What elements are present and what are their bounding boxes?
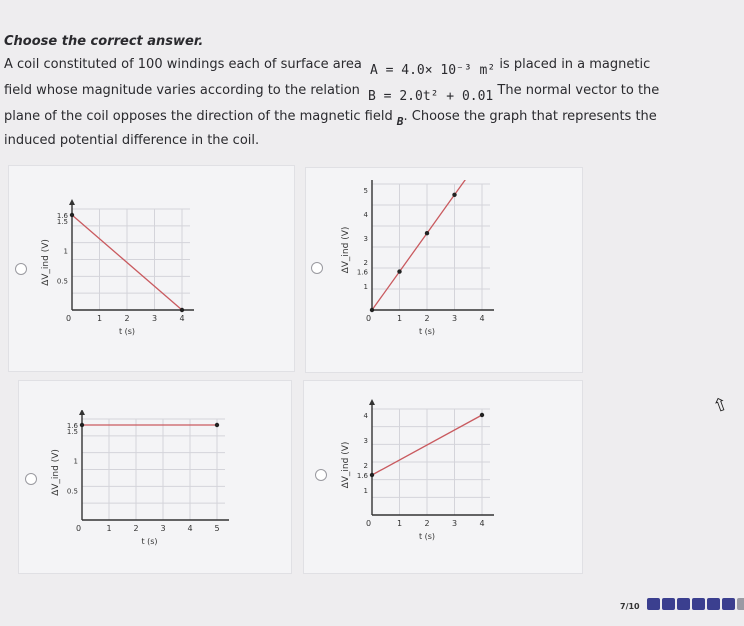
data-point xyxy=(370,308,374,312)
origin-label: 0 xyxy=(76,524,82,533)
y-tick-label: 0.5 xyxy=(66,487,78,496)
x-tick-label: 3 xyxy=(151,314,158,323)
x-tick-label: 1 xyxy=(396,519,403,528)
x-tick-label: 2 xyxy=(424,519,430,528)
y-axis-label: ΔV_ind (V) xyxy=(51,449,61,496)
data-point xyxy=(452,193,456,197)
x-axis-label: t (s) xyxy=(418,327,436,336)
option-c-radio[interactable] xyxy=(25,473,37,485)
progress-segment xyxy=(662,598,675,610)
cursor-icon: ⇧ xyxy=(709,393,732,418)
option-d-graph xyxy=(330,395,510,545)
question-text: A coil constituted of 100 windings each of surface area xyxy=(4,57,362,72)
data-point xyxy=(80,423,84,427)
question-text: . Choose the graph that represents the xyxy=(403,109,657,124)
x-tick-label: 1 xyxy=(96,314,103,323)
question-heading: Choose the correct answer. xyxy=(4,34,204,49)
y-tick-label: 3 xyxy=(363,437,368,445)
question-text: The normal vector to the xyxy=(497,83,660,98)
x-axis-label: t (s) xyxy=(418,532,436,541)
y-tick-label: 1.5 xyxy=(66,427,78,436)
progress-label: 7/10 xyxy=(620,602,640,611)
y-tick-label: 1 xyxy=(363,283,368,291)
question-line-3 xyxy=(4,108,657,128)
y-axis-arrow xyxy=(79,410,85,415)
y-tick-label: 1.6 xyxy=(56,212,68,220)
data-point xyxy=(370,473,374,477)
y-tick-label: 1 xyxy=(363,487,368,495)
x-tick-label: 2 xyxy=(424,314,430,323)
y-tick-label: 0.5 xyxy=(56,277,68,286)
progress-segment xyxy=(692,598,705,610)
data-point xyxy=(480,413,484,417)
field-symbol: B xyxy=(396,115,404,128)
y-axis-label: ΔV_ind (V) xyxy=(341,226,351,274)
x-tick-label: 1 xyxy=(396,314,403,323)
y-tick-label: 2 xyxy=(363,462,368,470)
data-point xyxy=(70,213,74,217)
question-line-4: induced potential difference in the coil. xyxy=(4,133,260,148)
progress-segment xyxy=(677,598,690,610)
y-tick-label: 3 xyxy=(363,235,368,243)
y-tick-label: 4 xyxy=(363,211,368,219)
option-b-graph xyxy=(330,180,510,340)
y-tick-label: 1.6 xyxy=(66,422,78,430)
x-tick-label: 1 xyxy=(106,524,112,533)
question-text: field whose magnitude varies according to the relation xyxy=(4,83,360,98)
question-text: plane of the coil opposes the direction of the magnetic field xyxy=(4,109,393,124)
area-formula: A = 4.0× 10⁻³ m² xyxy=(369,63,496,78)
option-c-graph xyxy=(40,410,230,550)
origin-label: 0 xyxy=(366,519,372,528)
y-tick-label: 1.6 xyxy=(356,268,368,277)
x-tick-label: 5 xyxy=(214,524,220,533)
y-axis-arrow xyxy=(369,399,375,405)
y-tick-label: 1.5 xyxy=(56,217,68,226)
x-tick-label: 4 xyxy=(187,524,193,533)
data-point xyxy=(397,269,401,273)
y-tick-label: 2 xyxy=(363,259,368,267)
data-point xyxy=(425,231,429,235)
x-tick-label: 3 xyxy=(451,314,458,323)
y-tick-label: 1.6 xyxy=(356,472,368,480)
x-tick-label: 4 xyxy=(479,519,485,528)
y-tick-label: 4 xyxy=(363,412,368,420)
x-axis-label: t (s) xyxy=(141,537,158,546)
question-text: is placed in a magnetic xyxy=(499,57,651,72)
origin-label: 0 xyxy=(366,314,372,323)
data-point xyxy=(215,423,219,427)
x-tick-label: 3 xyxy=(451,519,458,528)
option-d-radio[interactable] xyxy=(315,469,327,481)
x-tick-label: 3 xyxy=(160,524,166,533)
field-formula: B = 2.0t² + 0.01 xyxy=(368,89,494,104)
y-axis-arrow xyxy=(69,199,75,205)
y-tick-label: 5 xyxy=(363,187,368,195)
option-b-radio[interactable] xyxy=(311,262,323,274)
option-a-radio[interactable] xyxy=(15,263,27,275)
x-tick-label: 2 xyxy=(133,524,139,533)
option-a-graph xyxy=(30,195,210,345)
y-tick-label: 1 xyxy=(63,247,68,256)
progress-segment xyxy=(737,598,744,610)
x-tick-label: 4 xyxy=(479,314,485,323)
question-line-1 xyxy=(4,56,651,78)
data-point xyxy=(180,308,184,312)
progress-segment xyxy=(647,598,660,610)
progress-bar xyxy=(647,598,744,610)
y-tick-label: 1 xyxy=(73,457,78,466)
question-line-2 xyxy=(4,82,660,104)
y-axis-label: ΔV_ind (V) xyxy=(341,441,351,489)
y-axis-label: ΔV_ind (V) xyxy=(41,239,51,286)
x-tick-label: 4 xyxy=(179,314,185,323)
x-tick-label: 2 xyxy=(124,314,130,323)
x-axis-label: t (s) xyxy=(118,327,136,336)
origin-label: 0 xyxy=(66,314,72,323)
progress-segment xyxy=(707,598,720,610)
progress-segment xyxy=(722,598,735,610)
